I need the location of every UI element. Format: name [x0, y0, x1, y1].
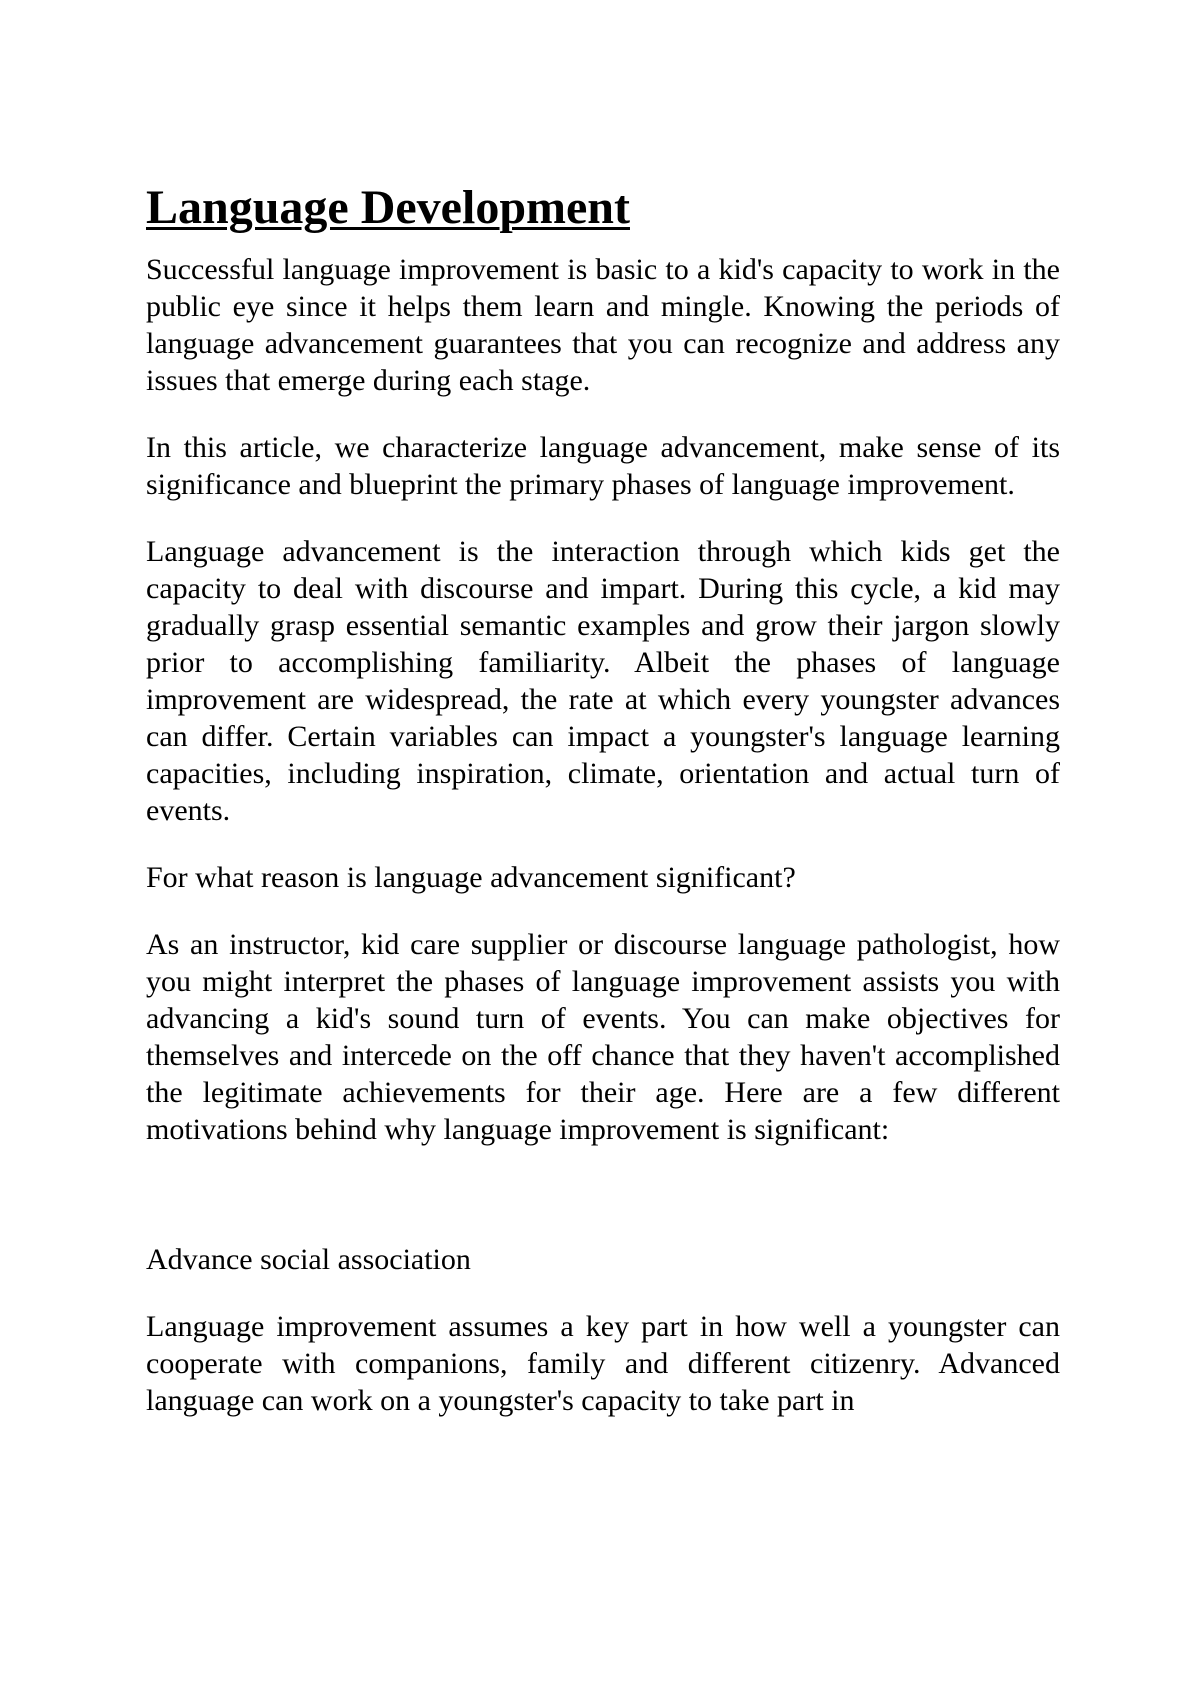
section-heading-significance: For what reason is language advancement significant?	[146, 861, 796, 894]
document-body	[146, 180, 1060, 1449]
paragraph-definition: Language advancement is the interaction through which kids get the capacity to deal with discourse and impart. During this cycle, a kid may gradually grasp essential semantic examples and grow their jargon slowly prior to accomplishing familiarity. Albeit the phases of language improvement are widespread, the rate at which every youngster advances can differ. Certain variables can impact a youngster's language learning capacities, including inspiration, climate, orientation and actual turn of events.	[146, 535, 1060, 827]
paragraph-social: Language improvement assumes a key part in how well a youngster can cooperate with companions, family and different citizenry. Advanced language can work on a youngster's capacity to take part in	[146, 1310, 1060, 1417]
paragraph-intro: Successful language improvement is basic to a kid's capacity to work in the public eye since it helps them learn and mingle. Knowing the periods of language advancement guarantees that you can recognize and address any issues that emerge during each stage.	[146, 253, 1060, 397]
section-heading-social: Advance social association	[146, 1243, 471, 1276]
paragraph-article-overview: In this article, we characterize language advancement, make sense of its significance and blueprint the primary phases of language improvement.	[146, 431, 1060, 501]
document-title: Language Development	[146, 181, 630, 234]
paragraph-significance: As an instructor, kid care supplier or discourse language pathologist, how you might interpret the phases of language improvement assists you with advancing a kid's sound turn of events. You can make objectives for themselves and intercede on the off chance that they haven't accomplished the legitimate achievements for their age. Here are a few different motivations behind why language improvement is significant:	[146, 928, 1060, 1146]
blank-spacer	[146, 1178, 1060, 1241]
